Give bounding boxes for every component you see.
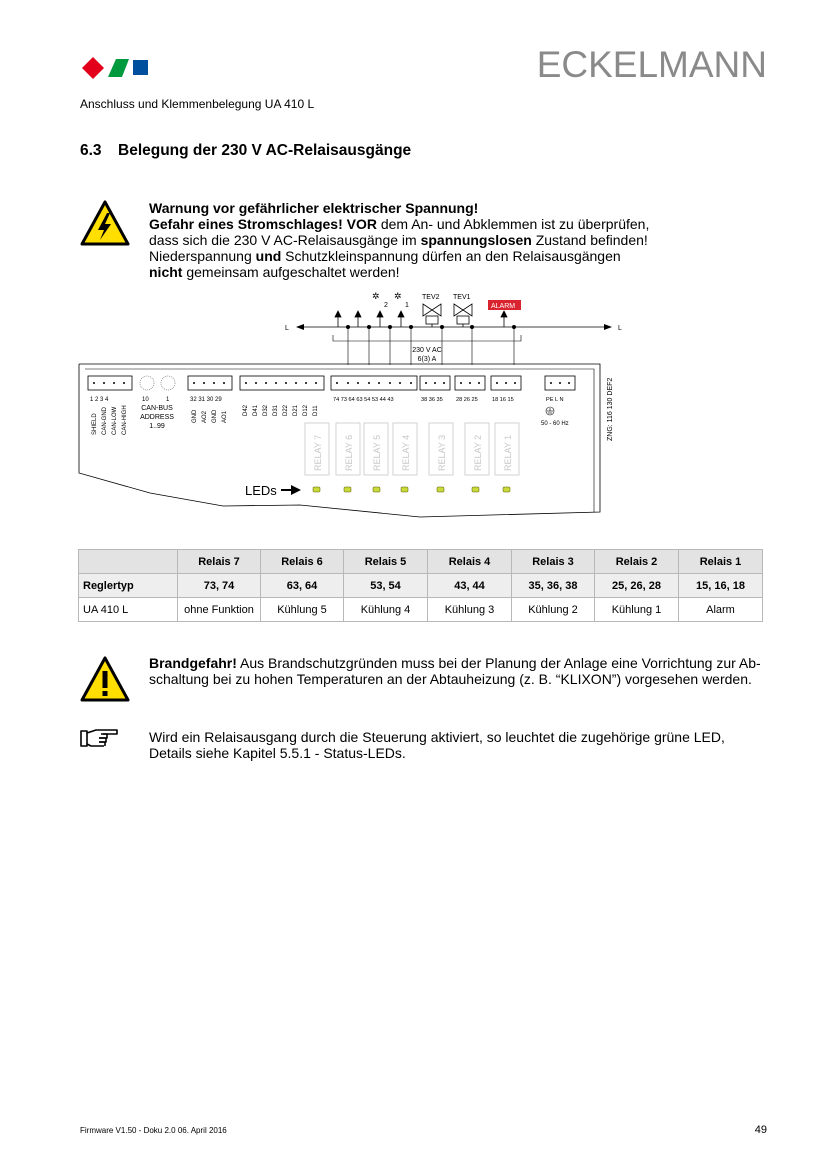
- terminal-diagram: [0, 285, 827, 525]
- section-title: Belegung der 230 V AC-Relaisausgänge: [118, 142, 412, 159]
- led-relay-3: [437, 487, 444, 492]
- note-line: Details siehe Kapitel 5.5.1 - Status-LEDs.: [149, 745, 406, 761]
- supply-current-label: 6(3) A: [417, 356, 437, 363]
- alarm-label: ALARM: [491, 303, 516, 310]
- frequency-label: 50 - 60 Hz: [541, 421, 569, 427]
- address-1-label: 1: [166, 397, 170, 403]
- table-header-cell: Relais 7: [178, 550, 261, 574]
- brand-name: ECKELMANN: [536, 44, 767, 85]
- digital-input-terminal: [240, 376, 324, 390]
- can-signal-label: CAN-LOW: [112, 406, 118, 435]
- relay-7-4-terminal: [331, 376, 417, 390]
- table-row: [79, 598, 763, 622]
- ao-signal-label: AO1: [222, 410, 228, 423]
- table-cell: Kühlung 4: [344, 598, 428, 622]
- relay-1-pins: 18 16 15: [492, 397, 514, 403]
- led-relay-2: [472, 487, 479, 492]
- tev2-label: TEV2: [422, 294, 440, 301]
- warning-title: Warnung vor gefährlicher elektrischer Spannung!: [149, 200, 479, 216]
- section-heading: [80, 142, 411, 160]
- address-label: ADDRESS: [140, 414, 174, 421]
- supply-bracket: [333, 335, 521, 341]
- table-cell: 35, 36, 38: [512, 574, 595, 598]
- table-cell: Alarm: [679, 598, 763, 622]
- company-logo: [82, 57, 152, 81]
- leds-label: LEDs: [245, 483, 277, 498]
- can-signal-label: CAN-HIGH: [122, 405, 128, 435]
- warning-bold: spannungslosen: [420, 232, 532, 248]
- table-row: [79, 574, 763, 598]
- can-signal-label: SHIELD: [92, 413, 98, 435]
- led-arrow-icon: [291, 485, 301, 495]
- table-cell: Kühlung 1: [595, 598, 679, 622]
- note-text: [149, 729, 749, 761]
- led-relay-1: [503, 487, 510, 492]
- di-label: D21: [293, 404, 299, 416]
- table-cell: Kühlung 5: [261, 598, 344, 622]
- relay-label: RELAY 3: [437, 434, 447, 471]
- led-relay-7: [313, 487, 320, 492]
- note-line: Wird ein Relaisausgang durch die Steuerung aktiviert, so leuchtet die zugehörige grüne LED,: [149, 729, 725, 745]
- bus-arrow-left: [296, 324, 304, 330]
- relay-assignment-table: [78, 549, 763, 622]
- relay-label: RELAY 5: [372, 434, 382, 471]
- address-switch-1: [161, 376, 175, 390]
- table-cell: 15, 16, 18: [679, 574, 763, 598]
- relay-label: RELAY 1: [503, 434, 513, 471]
- table-cell: ohne Funktion: [178, 598, 261, 622]
- di-label: D22: [283, 404, 289, 416]
- address-range: 1..99: [149, 423, 165, 430]
- valve-coil: [457, 316, 469, 324]
- can-pin-numbers: 1 2 3 4: [90, 397, 109, 403]
- fan-icon: ✲: [372, 291, 380, 301]
- warning-text-part: dem An- und Abklemmen ist zu überprüfen,: [376, 216, 650, 232]
- address-10-label: 10: [142, 397, 149, 403]
- warning-text: [149, 200, 669, 280]
- di-label: D12: [303, 404, 309, 416]
- table-cell: 63, 64: [261, 574, 344, 598]
- header-subtitle: Anschluss und Klemmenbelegung UA 410 L: [80, 97, 315, 111]
- warning-text-part: Niederspannung: [149, 248, 256, 264]
- di-label: D31: [273, 404, 279, 416]
- supply-voltage-label: 230 V AC: [412, 347, 442, 354]
- table-cell: Kühlung 2: [512, 598, 595, 622]
- ao-pin-numbers: 32 31 30 29: [190, 397, 222, 403]
- fire-hazard-text: [149, 655, 769, 687]
- high-voltage-warning-icon: [80, 200, 130, 246]
- table-header-cell: Relais 4: [428, 550, 512, 574]
- table-header-row: [79, 550, 763, 574]
- can-signal-label: CAN-GND: [102, 407, 108, 435]
- di-label: D11: [313, 405, 319, 416]
- ao-signal-label: AO2: [202, 410, 208, 423]
- warning-text-part: Zustand befinden!: [531, 232, 648, 248]
- valve-icon: [454, 304, 472, 316]
- bus-right-label: L: [618, 325, 622, 332]
- led-relay-5: [373, 487, 380, 492]
- table-header-cell: Relais 2: [595, 550, 679, 574]
- can-bus-label: CAN-BUS: [141, 405, 173, 412]
- fan-1-label: 1: [405, 302, 409, 309]
- fan-icon: ✲: [394, 291, 402, 301]
- relay-3-pins: 38 36 35: [421, 397, 443, 403]
- led-relay-4: [401, 487, 408, 492]
- relay-label: RELAY 2: [473, 434, 483, 471]
- warning-text-part: dass sich die 230 V AC-Relaisausgänge im: [149, 232, 421, 248]
- fire-hazard-text-part: schaltung bei zu hohen Temperaturen an der Abtauheizung (z. B. “KLIXON”) vorgesehen werden.: [149, 671, 752, 687]
- pointing-hand-icon: [79, 727, 121, 749]
- ao-signal-label: GND: [212, 409, 218, 423]
- table-cell: 25, 26, 28: [595, 574, 679, 598]
- led-relay-6: [344, 487, 351, 492]
- tev1-label: TEV1: [453, 294, 471, 301]
- fire-hazard-text-part: Aus Brandschutzgründen muss bei der Planung der Anlage eine Vorrichtung zur Ab-: [236, 655, 761, 671]
- relay-label: RELAY 7: [313, 434, 323, 471]
- table-cell: Kühlung 3: [428, 598, 512, 622]
- di-label: D32: [263, 404, 269, 416]
- table-cell: 53, 54: [344, 574, 428, 598]
- warning-bold: nicht: [149, 264, 183, 280]
- relay-pin-numbers: 74 73 64 63 54 53 44 43: [333, 397, 394, 403]
- fan-2-label: 2: [384, 302, 388, 309]
- table-header-cell: [79, 550, 178, 574]
- table-header-cell: Relais 3: [512, 550, 595, 574]
- warning-bold: Gefahr eines Stromschlages! VOR: [149, 216, 377, 232]
- di-label: D41: [253, 404, 259, 416]
- relay-label: RELAY 6: [344, 434, 354, 471]
- table-cell: Reglertyp: [79, 574, 178, 598]
- valve-coil: [426, 316, 438, 324]
- table-header-cell: Relais 6: [261, 550, 344, 574]
- controller-housing: [79, 364, 600, 517]
- warning-text-part: gemeinsam aufgeschaltet werden!: [182, 264, 400, 280]
- table-header-cell: Relais 5: [344, 550, 428, 574]
- fire-hazard-title: Brandgefahr!: [149, 655, 237, 671]
- power-pin-labels: PE L N: [546, 397, 564, 403]
- address-switch-10: [140, 376, 154, 390]
- section-number: 6.3: [80, 142, 102, 159]
- relay-label: RELAY 4: [401, 434, 411, 471]
- warning-text-part: Schutzkleinspannung dürfen an den Relaisausgängen: [281, 248, 621, 264]
- valve-icon: [423, 304, 441, 316]
- table-cell: 43, 44: [428, 574, 512, 598]
- page-number: 49: [754, 1124, 767, 1136]
- bus-left-label: L: [285, 325, 289, 332]
- ao-signal-label: GND: [192, 409, 198, 423]
- relay-2-pins: 28 26 25: [456, 397, 478, 403]
- table-cell: UA 410 L: [79, 598, 178, 622]
- ground-icon: [546, 407, 554, 415]
- warning-bold: und: [255, 248, 282, 264]
- footer-text: Firmware V1.50 - Doku 2.0 06. April 2016: [80, 1126, 227, 1135]
- bus-arrow-right: [604, 324, 612, 330]
- table-cell: 73, 74: [178, 574, 261, 598]
- table-header-cell: Relais 1: [679, 550, 763, 574]
- drawing-number: ZNG: 116 130 DEF2: [607, 377, 614, 441]
- di-label: D42: [243, 404, 249, 416]
- fire-warning-icon: [80, 656, 130, 702]
